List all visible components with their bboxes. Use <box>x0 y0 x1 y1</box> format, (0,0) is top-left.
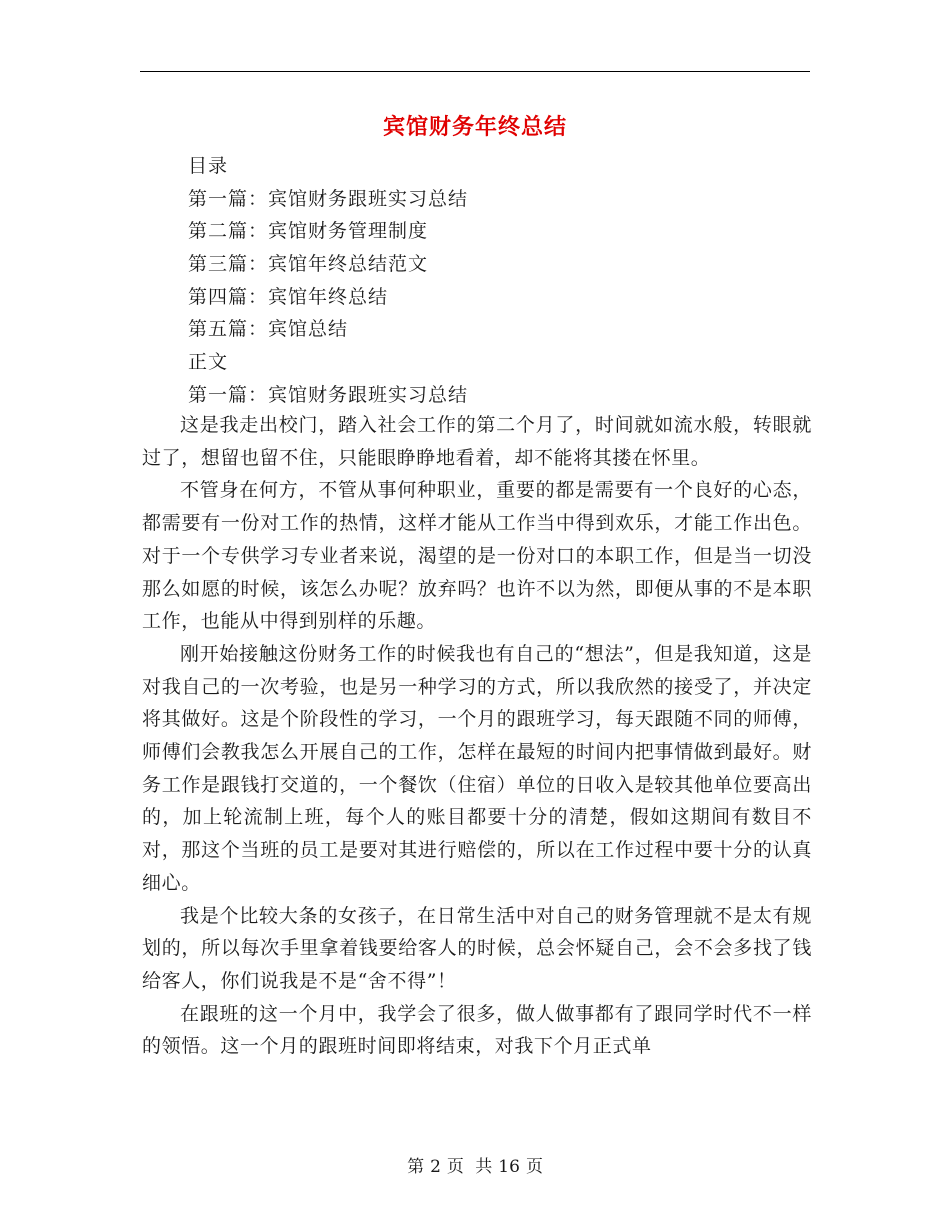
body-text <box>142 409 812 1063</box>
paragraph-5: 在跟班的这一个月中，我学会了很多，做人做事都有了跟同学时代不一样的领悟。这一个月的跟班时间即将结束，对我下个月正式单 <box>142 1002 812 1058</box>
section-title: 第一篇：宾馆财务跟班实习总结 <box>188 383 469 406</box>
toc-heading: 目录 <box>188 155 229 177</box>
toc-item-3: 第三篇：宾馆年终总结范文 <box>188 253 429 276</box>
footer-total-pages: 16 <box>498 1157 520 1177</box>
footer-suffix: 页 <box>525 1157 543 1177</box>
footer-middle: 页 共 <box>446 1157 493 1177</box>
toc-item-2: 第二篇：宾馆财务管理制度 <box>188 220 429 243</box>
header-rule <box>140 71 810 72</box>
footer-prefix: 第 <box>407 1157 425 1177</box>
table-of-contents <box>188 150 828 412</box>
paragraph-2: 不管身在何方，不管从事何种职业，重要的都是需要有一个良好的心态，都需要有一份对工作的热情，这样才能从工作当中得到欢乐，才能工作出色。对于一个专供学习专业者来说，渴望的是一份对口的本职工作，但是当一切没那么如愿的时候，该怎么办呢？放弃吗？也许不以为然，即便从事的不是本职工作，也能从中得到别样的乐趣。 <box>142 479 812 633</box>
document-title: 宾馆财务年终总结 <box>382 114 567 140</box>
paragraph-4: 我是个比较大条的女孩子，在日常生活中对自己的财务管理就不是太有规划的，所以每次手里拿着钱要给客人的时候，总会怀疑自己，会不会多找了钱给客人，你们说我是不是“舍不得”！ <box>142 904 812 992</box>
toc-item-5: 第五篇：宾馆总结 <box>188 318 349 341</box>
toc-item-1: 第一篇：宾馆财务跟班实习总结 <box>188 187 469 210</box>
toc-item-4: 第四篇：宾馆年终总结 <box>188 285 389 308</box>
footer-page-number: 2 <box>430 1157 441 1177</box>
body-heading: 正文 <box>188 351 229 374</box>
paragraph-3: 刚开始接触这份财务工作的时候我也有自己的“想法”，但是我知道，这是对我自己的一次考验，也是另一种学习的方式，所以我欣然的接受了，并决定将其做好。这是个阶段性的学习，一个月的跟班学习，每天跟随不同的师傅，师傅们会教我怎么开展自己的工作，怎样在最短的时间内把事情做到最好。财务工作是跟钱打交道的，一个餐饮（住宿）单位的日收入是较其他单位要高出的，加上轮流制上班，每个人的账目都要十分的清楚，假如这期间有数目不对，那这个当班的员工是要对其进行赔偿的，所以在工作过程中要十分的认真细心。 <box>142 642 812 894</box>
paragraph-1: 这是我走出校门，踏入社会工作的第二个月了，时间就如流水般，转眼就过了，想留也留不住，只能眼睁睁地看着，却不能将其搂在怀里。 <box>142 414 812 469</box>
page-footer <box>0 1152 950 1177</box>
